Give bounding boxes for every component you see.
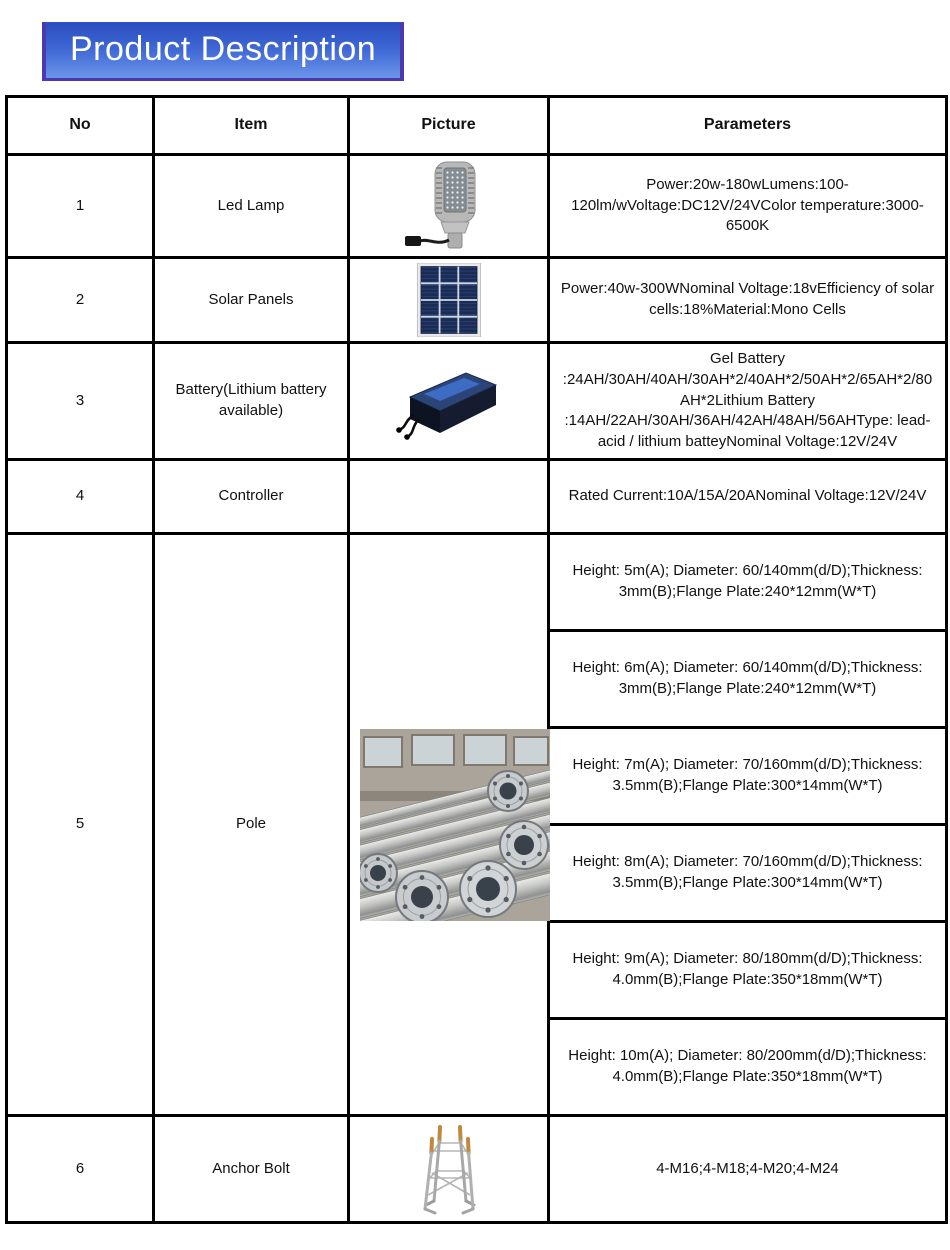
- header-parameters: Parameters: [549, 97, 947, 155]
- picture-cell: [349, 534, 549, 1116]
- row-parameters: 4-M16;4-M18;4-M20;4-M24: [549, 1116, 947, 1223]
- table-row: [7, 343, 947, 460]
- row-parameters: Power:20w-180wLumens:100-120lm/wVoltage:DC12V/24VColor temperature:3000-6500K: [549, 155, 947, 258]
- table-row: [7, 534, 947, 631]
- table-row: [7, 1116, 947, 1223]
- galvanized-poles-photo: [360, 729, 550, 921]
- picture-cell: [349, 343, 549, 460]
- row-parameters: Rated Current:10A/15A/20ANominal Voltage:12V/24V: [549, 460, 947, 534]
- pole-parameter-row: Height: 8m(A); Diameter: 70/160mm(d/D);Thickness: 3.5mm(B);Flange Plate:300*14mm(W*T): [549, 825, 947, 922]
- pole-parameter-row: Height: 6m(A); Diameter: 60/140mm(d/D);Thickness: 3mm(B);Flange Plate:240*12mm(W*T): [549, 631, 947, 728]
- row-item: Battery(Lithium battery available): [154, 343, 349, 460]
- header-item: Item: [154, 97, 349, 155]
- header-picture: Picture: [349, 97, 549, 155]
- row-parameters: Power:40w-300WNominal Voltage:18vEfficiency of solar cells:18%Material:Mono Cells: [549, 258, 947, 343]
- pole-parameter-row: Height: 9m(A); Diameter: 80/180mm(d/D);Thickness: 4.0mm(B);Flange Plate:350*18mm(W*T): [549, 922, 947, 1019]
- pole-parameter-row: Height: 10m(A); Diameter: 80/200mm(d/D);Thickness: 4.0mm(B);Flange Plate:350*18mm(W*T): [549, 1019, 947, 1116]
- pole-parameter-row: Height: 5m(A); Diameter: 60/140mm(d/D);Thickness: 3mm(B);Flange Plate:240*12mm(W*T): [549, 534, 947, 631]
- led-street-lamp-photo: [395, 160, 503, 252]
- anchor-bolt-photo: [420, 1121, 478, 1217]
- table-row: [7, 258, 947, 343]
- product-spec-table: [5, 95, 948, 1224]
- table-header-row: [7, 97, 947, 155]
- row-no: 1: [7, 155, 154, 258]
- row-no: 5: [7, 534, 154, 1116]
- solar-panel-photo: [414, 263, 484, 337]
- battery-pack-photo: [394, 361, 504, 441]
- row-no: 2: [7, 258, 154, 343]
- picture-cell: [349, 155, 549, 258]
- row-item: Anchor Bolt: [154, 1116, 349, 1223]
- page-title: Product Description: [42, 22, 404, 81]
- picture-cell-empty: [349, 460, 549, 534]
- picture-cell: [349, 258, 549, 343]
- table-row: [7, 155, 947, 258]
- header-no: No: [7, 97, 154, 155]
- row-parameters: Gel Battery :24AH/30AH/40AH/30AH*2/40AH*2/50AH*2/65AH*2/80AH*2Lithium Battery :14AH/22AH/30AH/36AH/42AH/48AH/56AHType: lead-acid / lithium batteyNominal Voltage:12V/24V: [549, 343, 947, 460]
- row-item: Pole: [154, 534, 349, 1116]
- row-no: 6: [7, 1116, 154, 1223]
- row-no: 3: [7, 343, 154, 460]
- row-item: Solar Panels: [154, 258, 349, 343]
- pole-parameter-row: Height: 7m(A); Diameter: 70/160mm(d/D);Thickness: 3.5mm(B);Flange Plate:300*14mm(W*T): [549, 728, 947, 825]
- row-item: Led Lamp: [154, 155, 349, 258]
- picture-cell: [349, 1116, 549, 1223]
- table-row: [7, 460, 947, 534]
- row-item: Controller: [154, 460, 349, 534]
- row-no: 4: [7, 460, 154, 534]
